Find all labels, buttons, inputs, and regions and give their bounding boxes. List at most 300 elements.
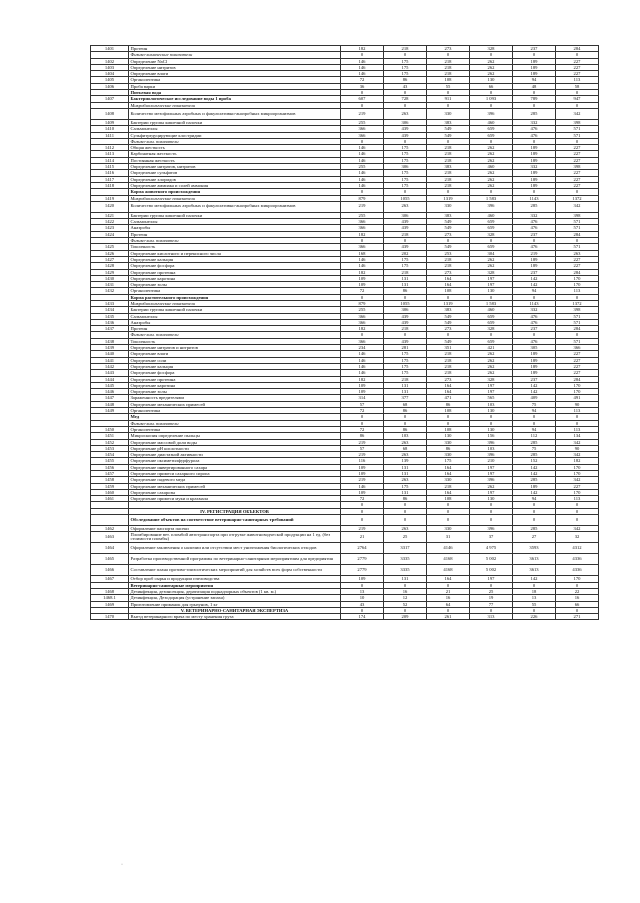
- price-cell: 0: [427, 138, 470, 144]
- row-code: 1465: [91, 554, 129, 565]
- price-cell: 197: [470, 464, 513, 470]
- price-cell: 396: [470, 439, 513, 445]
- price-cell: 0: [427, 420, 470, 426]
- price-cell: 189: [513, 64, 556, 70]
- price-cell: 0: [513, 508, 556, 514]
- price-cell: 32: [556, 532, 599, 543]
- price-cell: 5 002: [470, 565, 513, 576]
- price-cell: 0: [556, 90, 599, 96]
- price-cell: 146: [341, 370, 384, 376]
- price-cell: 439: [384, 338, 427, 344]
- row-name: Органолептика: [129, 77, 341, 83]
- price-cell: 571: [556, 126, 599, 132]
- price-cell: 189: [513, 176, 556, 182]
- price-cell: 330: [427, 526, 470, 532]
- price-cell: 607: [341, 96, 384, 102]
- row-code: 1424: [91, 231, 129, 237]
- price-cell: 175: [384, 483, 427, 489]
- row-name: Карбонатная жесткость: [129, 151, 341, 157]
- row-code: 1416: [91, 170, 129, 176]
- row-name: Корма растительного происхождения: [129, 294, 341, 300]
- price-cell: 27: [513, 532, 556, 543]
- price-cell: 659: [470, 338, 513, 344]
- price-cell: 0: [556, 420, 599, 426]
- price-cell: 72: [341, 426, 384, 432]
- price-cell: 0: [427, 515, 470, 526]
- price-cell: 285: [513, 477, 556, 483]
- row-name: Определение механических примесей: [129, 483, 341, 489]
- price-cell: 146: [341, 351, 384, 357]
- price-cell: 131: [384, 389, 427, 395]
- row-code: 1404: [91, 71, 129, 77]
- price-cell: 255: [341, 307, 384, 313]
- row-code: 1409: [91, 119, 129, 125]
- price-cell: 273: [427, 231, 470, 237]
- row-code: 1419: [91, 195, 129, 201]
- price-cell: 396: [470, 201, 513, 212]
- row-code: 1421: [91, 212, 129, 218]
- row-name: Общая жесткость: [129, 145, 341, 151]
- price-cell: 109: [341, 282, 384, 288]
- price-cell: 202: [384, 250, 427, 256]
- price-cell: 197: [470, 382, 513, 388]
- price-cell: 227: [556, 157, 599, 163]
- price-cell: 146: [341, 182, 384, 188]
- price-cell: 0: [556, 332, 599, 338]
- row-code: 1440: [91, 351, 129, 357]
- price-cell: 0: [341, 189, 384, 195]
- row-code: 1441: [91, 357, 129, 363]
- price-cell: 0: [341, 52, 384, 58]
- price-cell: 0: [384, 414, 427, 420]
- price-cell: 218: [427, 263, 470, 269]
- price-cell: 4 975: [470, 543, 513, 554]
- price-cell: 142: [513, 489, 556, 495]
- price-cell: 175: [384, 58, 427, 64]
- row-name: Определение влаги: [129, 71, 341, 77]
- row-code: 1445: [91, 382, 129, 388]
- price-cell: 0: [427, 52, 470, 58]
- price-cell: 21: [427, 588, 470, 594]
- row-name: Обследование объектов на соответствие ветеринарно-санитарных требований: [129, 515, 341, 526]
- price-cell: 175: [384, 176, 427, 182]
- price-cell: 342: [556, 452, 599, 458]
- price-cell: 86: [384, 426, 427, 432]
- price-cell: 131: [384, 382, 427, 388]
- price-cell: 103: [470, 445, 513, 451]
- price-cell: 113: [556, 496, 599, 502]
- price-cell: 18: [513, 588, 556, 594]
- row-code: 1466: [91, 565, 129, 576]
- price-cell: 19: [470, 595, 513, 601]
- price-cell: 218: [427, 357, 470, 363]
- price-cell: 366: [341, 338, 384, 344]
- price-cell: 218: [427, 58, 470, 64]
- price-cell: 1319: [427, 195, 470, 201]
- price-cell: 227: [556, 64, 599, 70]
- price-cell: 218: [427, 157, 470, 163]
- price-cell: 476: [513, 244, 556, 250]
- price-cell: 13: [341, 588, 384, 594]
- price-cell: 0: [384, 420, 427, 426]
- price-cell: 142: [513, 389, 556, 395]
- row-code: 1428: [91, 263, 129, 269]
- price-cell: 68: [384, 445, 427, 451]
- price-cell: 306: [384, 119, 427, 125]
- price-cell: 66: [470, 83, 513, 89]
- price-cell: 1143: [513, 195, 556, 201]
- price-cell: 72: [341, 77, 384, 83]
- price-cell: 263: [556, 250, 599, 256]
- price-cell: 460: [470, 119, 513, 125]
- price-cell: 197: [470, 282, 513, 288]
- price-cell: 113: [556, 426, 599, 432]
- price-cell: 1 093: [470, 96, 513, 102]
- price-cell: 460: [470, 164, 513, 170]
- price-cell: 182: [341, 269, 384, 275]
- price-cell: 146: [341, 170, 384, 176]
- price-cell: 342: [556, 526, 599, 532]
- price-cell: 911: [427, 96, 470, 102]
- row-name: Сальмонеллы: [129, 126, 341, 132]
- price-cell: 332: [513, 119, 556, 125]
- price-cell: 22: [556, 588, 599, 594]
- price-cell: 0: [341, 502, 384, 508]
- price-cell: 94: [513, 408, 556, 414]
- row-name: Сульфитредуцирующие клостридии: [129, 132, 341, 138]
- price-cell: 175: [384, 256, 427, 262]
- price-cell: 103: [470, 401, 513, 407]
- price-cell: 366: [341, 132, 384, 138]
- row-name: Токсичность: [129, 244, 341, 250]
- row-name: Определение нитритов: [129, 64, 341, 70]
- price-cell: 0: [513, 189, 556, 195]
- price-cell: 146: [341, 71, 384, 77]
- row-code: 1457: [91, 471, 129, 477]
- price-cell: 460: [470, 212, 513, 218]
- row-code: 1402: [91, 58, 129, 64]
- price-cell: 476: [513, 313, 556, 319]
- price-cell: 170: [556, 389, 599, 395]
- price-cell: 170: [556, 282, 599, 288]
- price-cell: 170: [556, 489, 599, 495]
- price-cell: 146: [341, 64, 384, 70]
- row-code: 1418: [91, 182, 129, 188]
- price-cell: 0: [427, 607, 470, 613]
- row-code: 1432: [91, 288, 129, 294]
- row-name: V. ВЕТЕРИНАРНО-САНИТАРНАЯ ЭКСПЕРТИЗА: [129, 607, 341, 613]
- price-cell: 170: [556, 471, 599, 477]
- price-cell: 0: [341, 414, 384, 420]
- price-cell: 12: [384, 595, 427, 601]
- price-cell: 0: [384, 515, 427, 526]
- price-cell: 262: [470, 71, 513, 77]
- table-row: [91, 108, 599, 119]
- price-cell: 189: [513, 182, 556, 188]
- price-cell: 189: [513, 357, 556, 363]
- price-cell: 175: [384, 64, 427, 70]
- price-cell: 342: [556, 201, 599, 212]
- row-name: Определение примеси муки и крахмала: [129, 496, 341, 502]
- row-code: 1415: [91, 164, 129, 170]
- row-name: Ветеринарно-санитарные мероприятия: [129, 582, 341, 588]
- price-cell: 262: [470, 483, 513, 489]
- row-code: [91, 515, 129, 526]
- price-cell: 262: [470, 256, 513, 262]
- price-cell: 164: [427, 382, 470, 388]
- price-cell: 0: [341, 102, 384, 108]
- price-cell: 90: [556, 401, 599, 407]
- price-cell: 0: [556, 238, 599, 244]
- price-cell: 175: [384, 157, 427, 163]
- price-cell: 4168: [427, 565, 470, 576]
- price-cell: 175: [384, 71, 427, 77]
- price-cell: 306: [384, 164, 427, 170]
- row-name: Мед: [129, 414, 341, 420]
- price-cell: 0: [384, 238, 427, 244]
- price-cell: 383: [427, 164, 470, 170]
- price-cell: 0: [384, 52, 427, 58]
- row-name: Корма животного происхождения: [129, 189, 341, 195]
- price-cell: 0: [513, 90, 556, 96]
- price-cell: 332: [513, 307, 556, 313]
- row-code: 1447: [91, 395, 129, 401]
- price-cell: 262: [470, 145, 513, 151]
- table-row: [91, 543, 599, 554]
- price-cell: 94: [513, 77, 556, 83]
- price-cell: 396: [470, 108, 513, 119]
- price-cell: 659: [470, 225, 513, 231]
- price-cell: 189: [513, 145, 556, 151]
- price-cell: 218: [384, 376, 427, 382]
- price-cell: 189: [513, 363, 556, 369]
- price-cell: 109: [341, 382, 384, 388]
- price-cell: 549: [427, 319, 470, 325]
- price-cell: 314: [341, 395, 384, 401]
- price-cell: 174: [341, 614, 384, 620]
- price-cell: 255: [341, 212, 384, 218]
- row-code: 1429: [91, 269, 129, 275]
- price-cell: 227: [556, 182, 599, 188]
- price-cell: 58: [556, 83, 599, 89]
- row-name: Количество мезофильных аэробных и факультативно-анаэробных микроорганизмов: [129, 108, 341, 119]
- price-cell: 0: [341, 238, 384, 244]
- row-name: Протеин: [129, 326, 341, 332]
- row-code: 1456: [91, 464, 129, 470]
- price-cell: 439: [384, 225, 427, 231]
- price-cell: 36: [341, 83, 384, 89]
- row-name: Оформление заключения о наличии или отсутствии мест уничтожения биологических отходов: [129, 543, 341, 554]
- price-cell: 134: [556, 433, 599, 439]
- price-cell: 218: [384, 46, 427, 52]
- price-cell: 57: [341, 401, 384, 407]
- price-cell: 0: [470, 414, 513, 420]
- price-cell: 175: [384, 182, 427, 188]
- price-cell: 285: [513, 452, 556, 458]
- price-cell: 396: [470, 452, 513, 458]
- row-code: 1412: [91, 145, 129, 151]
- price-cell: 332: [513, 212, 556, 218]
- price-cell: 0: [341, 508, 384, 514]
- price-cell: 0: [470, 238, 513, 244]
- price-cell: 305: [513, 345, 556, 351]
- price-cell: 218: [427, 182, 470, 188]
- price-cell: 491: [556, 395, 599, 401]
- price-cell: 328: [470, 231, 513, 237]
- price-cell: 109: [341, 471, 384, 477]
- price-cell: 0: [513, 238, 556, 244]
- price-cell: 197: [470, 389, 513, 395]
- price-cell: 218: [427, 145, 470, 151]
- price-cell: 285: [513, 108, 556, 119]
- row-name: Протеин: [129, 46, 341, 52]
- price-cell: 131: [384, 282, 427, 288]
- row-code: 1427: [91, 256, 129, 262]
- price-cell: 170: [556, 576, 599, 582]
- row-code: 1454: [91, 452, 129, 458]
- price-cell: 227: [556, 71, 599, 77]
- row-code: 1459: [91, 483, 129, 489]
- row-code: 1401: [91, 46, 129, 52]
- price-cell: 328: [470, 46, 513, 52]
- table-row: [91, 515, 599, 526]
- price-cell: 549: [427, 244, 470, 250]
- price-cell: 476: [513, 338, 556, 344]
- row-code: 1442: [91, 363, 129, 369]
- table-row: [91, 614, 599, 620]
- price-cell: 0: [341, 515, 384, 526]
- row-name: Определение протеина: [129, 269, 341, 275]
- price-cell: 262: [470, 182, 513, 188]
- price-cell: 86: [384, 288, 427, 294]
- price-cell: 227: [556, 58, 599, 64]
- price-cell: 94: [513, 288, 556, 294]
- price-cell: 273: [427, 326, 470, 332]
- price-cell: 284: [556, 376, 599, 382]
- price-cell: 398: [556, 307, 599, 313]
- row-code: 1434: [91, 307, 129, 313]
- price-cell: 273: [427, 376, 470, 382]
- price-cell: 0: [384, 607, 427, 613]
- price-cell: 879: [341, 195, 384, 201]
- price-cell: 284: [556, 46, 599, 52]
- price-cell: 108: [427, 77, 470, 83]
- price-cell: 262: [470, 58, 513, 64]
- price-cell: 109: [341, 275, 384, 281]
- price-cell: 227: [556, 363, 599, 369]
- price-cell: 72: [341, 288, 384, 294]
- price-cell: 0: [470, 420, 513, 426]
- price-cell: 262: [470, 151, 513, 157]
- price-cell: 330: [427, 201, 470, 212]
- price-cell: 146: [341, 176, 384, 182]
- price-cell: 0: [470, 52, 513, 58]
- price-cell: 227: [556, 370, 599, 376]
- row-code: 1458: [91, 477, 129, 483]
- price-cell: 109: [341, 489, 384, 495]
- price-cell: 330: [427, 108, 470, 119]
- price-cell: 3593: [513, 543, 556, 554]
- price-cell: 175: [384, 370, 427, 376]
- price-cell: 306: [384, 212, 427, 218]
- price-cell: 175: [384, 357, 427, 363]
- price-cell: 0: [384, 294, 427, 300]
- price-cell: 75: [513, 445, 556, 451]
- price-cell: 4336: [556, 554, 599, 565]
- price-cell: 4146: [427, 543, 470, 554]
- price-cell: 0: [470, 138, 513, 144]
- price-cell: 476: [513, 219, 556, 225]
- price-cell: 175: [384, 145, 427, 151]
- row-name: Определение механических примесей: [129, 401, 341, 407]
- row-name: Определение кислотного и перекисного числа: [129, 250, 341, 256]
- price-cell: 273: [427, 269, 470, 275]
- row-name: Определение кальция: [129, 363, 341, 369]
- price-cell: 209: [384, 614, 427, 620]
- price-cell: 377: [384, 395, 427, 401]
- price-cell: 130: [427, 433, 470, 439]
- price-cell: 0: [556, 102, 599, 108]
- price-cell: 182: [341, 326, 384, 332]
- price-cell: 189: [513, 256, 556, 262]
- price-cell: 2779: [341, 565, 384, 576]
- row-name: Проба варки: [129, 83, 341, 89]
- price-cell: 328: [470, 376, 513, 382]
- price-cell: 113: [556, 408, 599, 414]
- price-cell: 549: [427, 338, 470, 344]
- row-name: Микробиологические показатели: [129, 300, 341, 306]
- price-cell: 789: [513, 96, 556, 102]
- price-cell: 86: [341, 433, 384, 439]
- price-cell: 0: [556, 502, 599, 508]
- row-name: Определение каротина: [129, 382, 341, 388]
- price-cell: 0: [513, 294, 556, 300]
- row-code: 1407: [91, 96, 129, 102]
- price-cell: 659: [470, 313, 513, 319]
- price-cell: 0: [341, 332, 384, 338]
- table-row: [91, 554, 599, 565]
- row-name: Определение соли: [129, 357, 341, 363]
- row-name: Органолептика: [129, 288, 341, 294]
- price-cell: 0: [384, 90, 427, 96]
- price-cell: 1 583: [470, 195, 513, 201]
- price-cell: 330: [427, 452, 470, 458]
- price-cell: 476: [513, 126, 556, 132]
- price-cell: 0: [341, 90, 384, 96]
- price-cell: 366: [341, 313, 384, 319]
- row-name: Определение сахарозы: [129, 489, 341, 495]
- table-row: [91, 532, 599, 543]
- price-cell: 261: [427, 614, 470, 620]
- price-cell: 0: [556, 607, 599, 613]
- row-name: IV. РЕГИСТРАЦИЯ ОБЪЕКТОВ: [129, 508, 341, 514]
- price-cell: 366: [556, 345, 599, 351]
- row-code: 1463: [91, 532, 129, 543]
- row-code: 1436: [91, 319, 129, 325]
- price-cell: 0: [427, 508, 470, 514]
- price-cell: 86: [384, 77, 427, 83]
- price-cell: 55: [513, 601, 556, 607]
- row-name: Определение каротина: [129, 275, 341, 281]
- row-code: 1417: [91, 176, 129, 182]
- price-cell: 189: [513, 58, 556, 64]
- row-code: 1444: [91, 376, 129, 382]
- price-cell: 227: [556, 256, 599, 262]
- price-cell: 0: [341, 582, 384, 588]
- row-code: 1413: [91, 151, 129, 157]
- table-row: [91, 565, 599, 576]
- price-cell: 366: [341, 319, 384, 325]
